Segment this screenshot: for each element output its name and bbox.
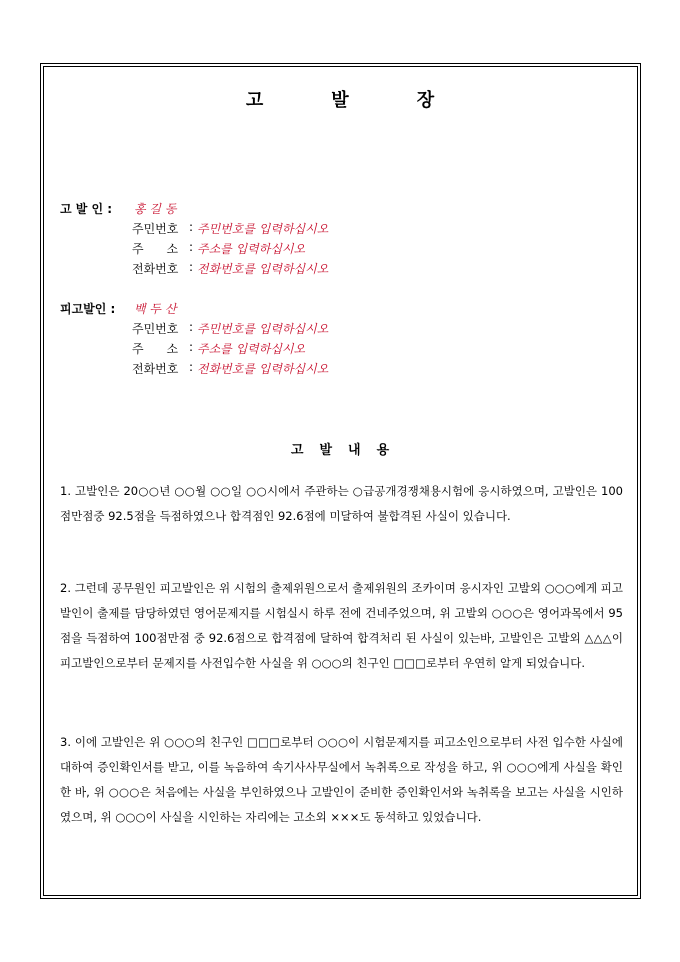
section-title	[0, 439, 680, 458]
colon: :	[189, 320, 194, 334]
paragraph-2: 2. 그런데 공무원인 피고발인은 위 시험의 출제위원으로서 출제위원의 조카이며 응시자인 고발외 ○○○에게 피고발인이 출제를 담당하였던 영어문제지를 시험실시 하루 전에 건네주었으며, 위 고발외 ○○○은 영어과목에서 95점을 득점하여 100점만점 중 92.6점으로 합격점에 달하여 합격처리 된 사실이 있는바, 고발인은 고발외 △△△이 피고발인으로부터 문제지를 사전입수한 사실을 위 ○○○의 친구인 □□□로부터 우연히 알게 되었습니다.	[60, 581, 623, 670]
defendant-phone-field[interactable]: 전화번호를 입력하십시오	[197, 362, 329, 376]
colon: :	[189, 340, 194, 354]
complainant-phone-label: 전화번호	[132, 262, 179, 276]
section-title-char: 내	[348, 443, 361, 458]
complainant-label: 고 발 인 :	[60, 202, 113, 216]
colon: :	[189, 240, 194, 254]
title-char: 고	[245, 90, 264, 111]
section-title-char: 용	[376, 443, 390, 458]
defendant-id-field[interactable]: 주민번호를 입력하십시오	[197, 322, 329, 336]
document-title	[0, 86, 680, 112]
colon: :	[189, 360, 194, 374]
defendant-address-field[interactable]: 주소를 입력하십시오	[197, 342, 306, 356]
complainant-phone-field[interactable]: 전화번호를 입력하십시오	[197, 262, 329, 276]
complainant-address-label: 주 소	[132, 242, 179, 256]
defendant-label: 피고발인 :	[60, 302, 116, 316]
title-char: 장	[416, 90, 435, 111]
colon: :	[189, 260, 194, 274]
paragraph-3: 3. 이에 고발인은 위 ○○○의 친구인 □□□로부터 ○○○이 시험문제지를 피고소인으로부터 사전 입수한 사실에 대하여 증인확인서를 받고, 이를 녹음하여 속기사사무실에서 녹취록으로 작성을 하고, 위 ○○○에게 사실을 확인한 바, 위 ○○○은 처음에는 사실을 부인하였으나 고발인이 준비한 증인확인서와 녹취록을 보고는 사실을 시인하였으며, 위 ○○○이 사실을 시인하는 자리에는 고소외 ×××도 동석하고 있었습니다.	[60, 735, 623, 824]
colon: :	[189, 220, 194, 234]
complainant-address-field[interactable]: 주소를 입력하십시오	[197, 242, 306, 256]
defendant-name-field[interactable]: 백 두 산	[134, 302, 177, 316]
defendant-phone-label: 전화번호	[132, 362, 179, 376]
paragraph-1: 1. 고발인은 20○○년 ○○월 ○○일 ○○시에서 주관하는 ○급공개경쟁채용시험에 응시하였으며, 고발인은 100점만점중 92.5점을 득점하였으나 합격점인 92.6점에 미달하여 불합격된 사실이 있습니다.	[60, 484, 623, 523]
defendant-id-label: 주민번호	[132, 322, 179, 336]
section-title-char: 발	[319, 443, 332, 458]
complainant-id-field[interactable]: 주민번호를 입력하십시오	[197, 222, 329, 236]
section-title-char: 고	[290, 443, 304, 458]
complainant-id-label: 주민번호	[132, 222, 179, 236]
title-char: 발	[331, 90, 349, 111]
defendant-address-label: 주 소	[132, 342, 179, 356]
complainant-name-field[interactable]: 홍 길 동	[134, 202, 177, 216]
